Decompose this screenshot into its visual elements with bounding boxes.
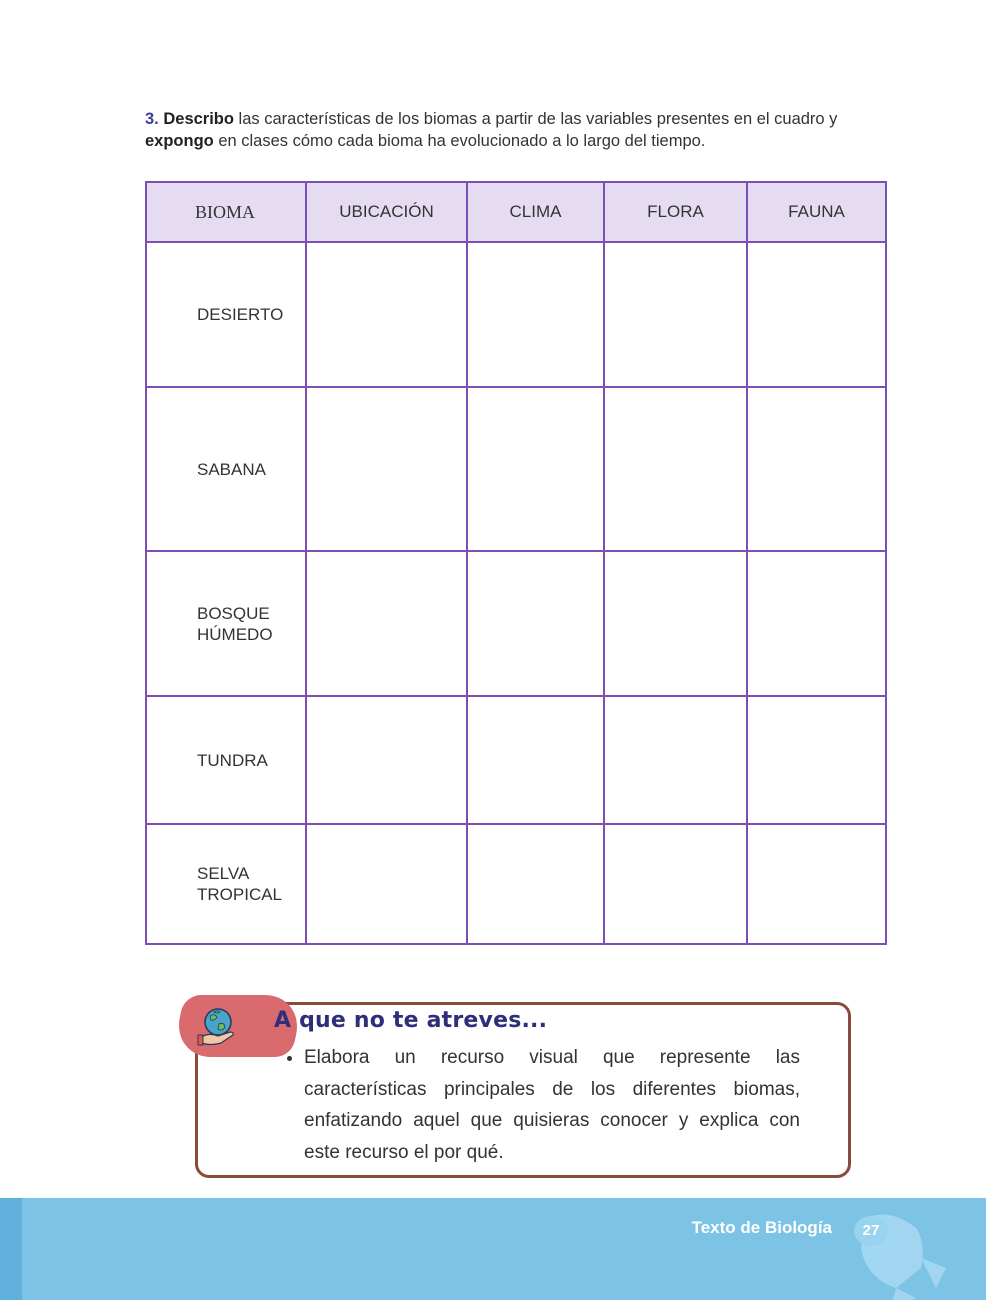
cell-clima[interactable] [467,242,604,387]
page-number: 27 [854,1216,888,1246]
header-fauna: FAUNA [747,182,886,242]
row-label-text: DESIERTO [197,305,284,324]
row-label-text: SELVA [197,864,250,883]
cell-fauna[interactable] [747,242,886,387]
instruction-text-2: en clases cómo cada bioma ha evolucionado a lo largo del tiempo. [213,132,706,150]
cell-fauna[interactable] [747,551,886,696]
row-label-tundra [146,696,306,824]
cell-flora[interactable] [604,696,747,824]
globe-in-hand-icon [196,1004,238,1046]
row-label-text: TUNDRA [197,750,268,770]
instruction-verb-expongo: expongo [145,132,214,150]
cell-flora[interactable] [604,242,747,387]
header-flora: FLORA [604,182,747,242]
activity-instruction [145,108,890,152]
cell-fauna[interactable] [747,696,886,824]
row-label-text: HÚMEDO [197,624,273,644]
callout-bullet: • Elabora un recurso visual que represente las características principales de los diferentes biomas, enfatizando aquel que quisieras conocer y explica con este recurso el por qué. [304,1042,800,1168]
table-row [146,242,886,387]
cell-ubicacion[interactable] [306,551,467,696]
cell-clima[interactable] [467,824,604,944]
cell-fauna[interactable] [747,387,886,551]
header-clima: CLIMA [467,182,604,242]
footer-left-strip [0,1198,22,1300]
rocket-icon [826,1198,986,1300]
table-row [146,387,886,551]
table-row [146,551,886,696]
callout-body [278,1042,800,1168]
row-label-selva-tropical [146,824,306,944]
cell-flora[interactable] [604,824,747,944]
row-label-desierto [146,242,306,387]
cell-flora[interactable] [604,551,747,696]
instruction-verb-describo: Describo [163,110,234,128]
cell-clima[interactable] [467,387,604,551]
cell-ubicacion[interactable] [306,242,467,387]
row-label-text: TROPICAL [197,885,283,904]
activity-number: 3. [145,110,159,128]
biomes-table [145,181,887,945]
cell-clima[interactable] [467,551,604,696]
cell-flora[interactable] [604,387,747,551]
cell-clima[interactable] [467,696,604,824]
row-label-bosque-humedo [146,551,306,696]
row-label-sabana [146,387,306,551]
row-label-text: BOSQUE [197,603,270,623]
cell-ubicacion[interactable] [306,824,467,944]
row-label-text: SABANA [197,459,266,479]
callout-title: A que no te atreves... [274,1008,548,1033]
cell-fauna[interactable] [747,824,886,944]
table-header-row [146,182,886,242]
cell-ubicacion[interactable] [306,696,467,824]
instruction-text-1: las características de los biomas a partir de las variables presentes en el cuadro y [233,110,838,128]
header-bioma: BIOMA [146,182,306,242]
cell-ubicacion[interactable] [306,387,467,551]
table-row [146,696,886,824]
footer-book-title: Texto de Biología [691,1218,832,1237]
table-row [146,824,886,944]
header-ubicacion: UBICACIÓN [306,182,467,242]
